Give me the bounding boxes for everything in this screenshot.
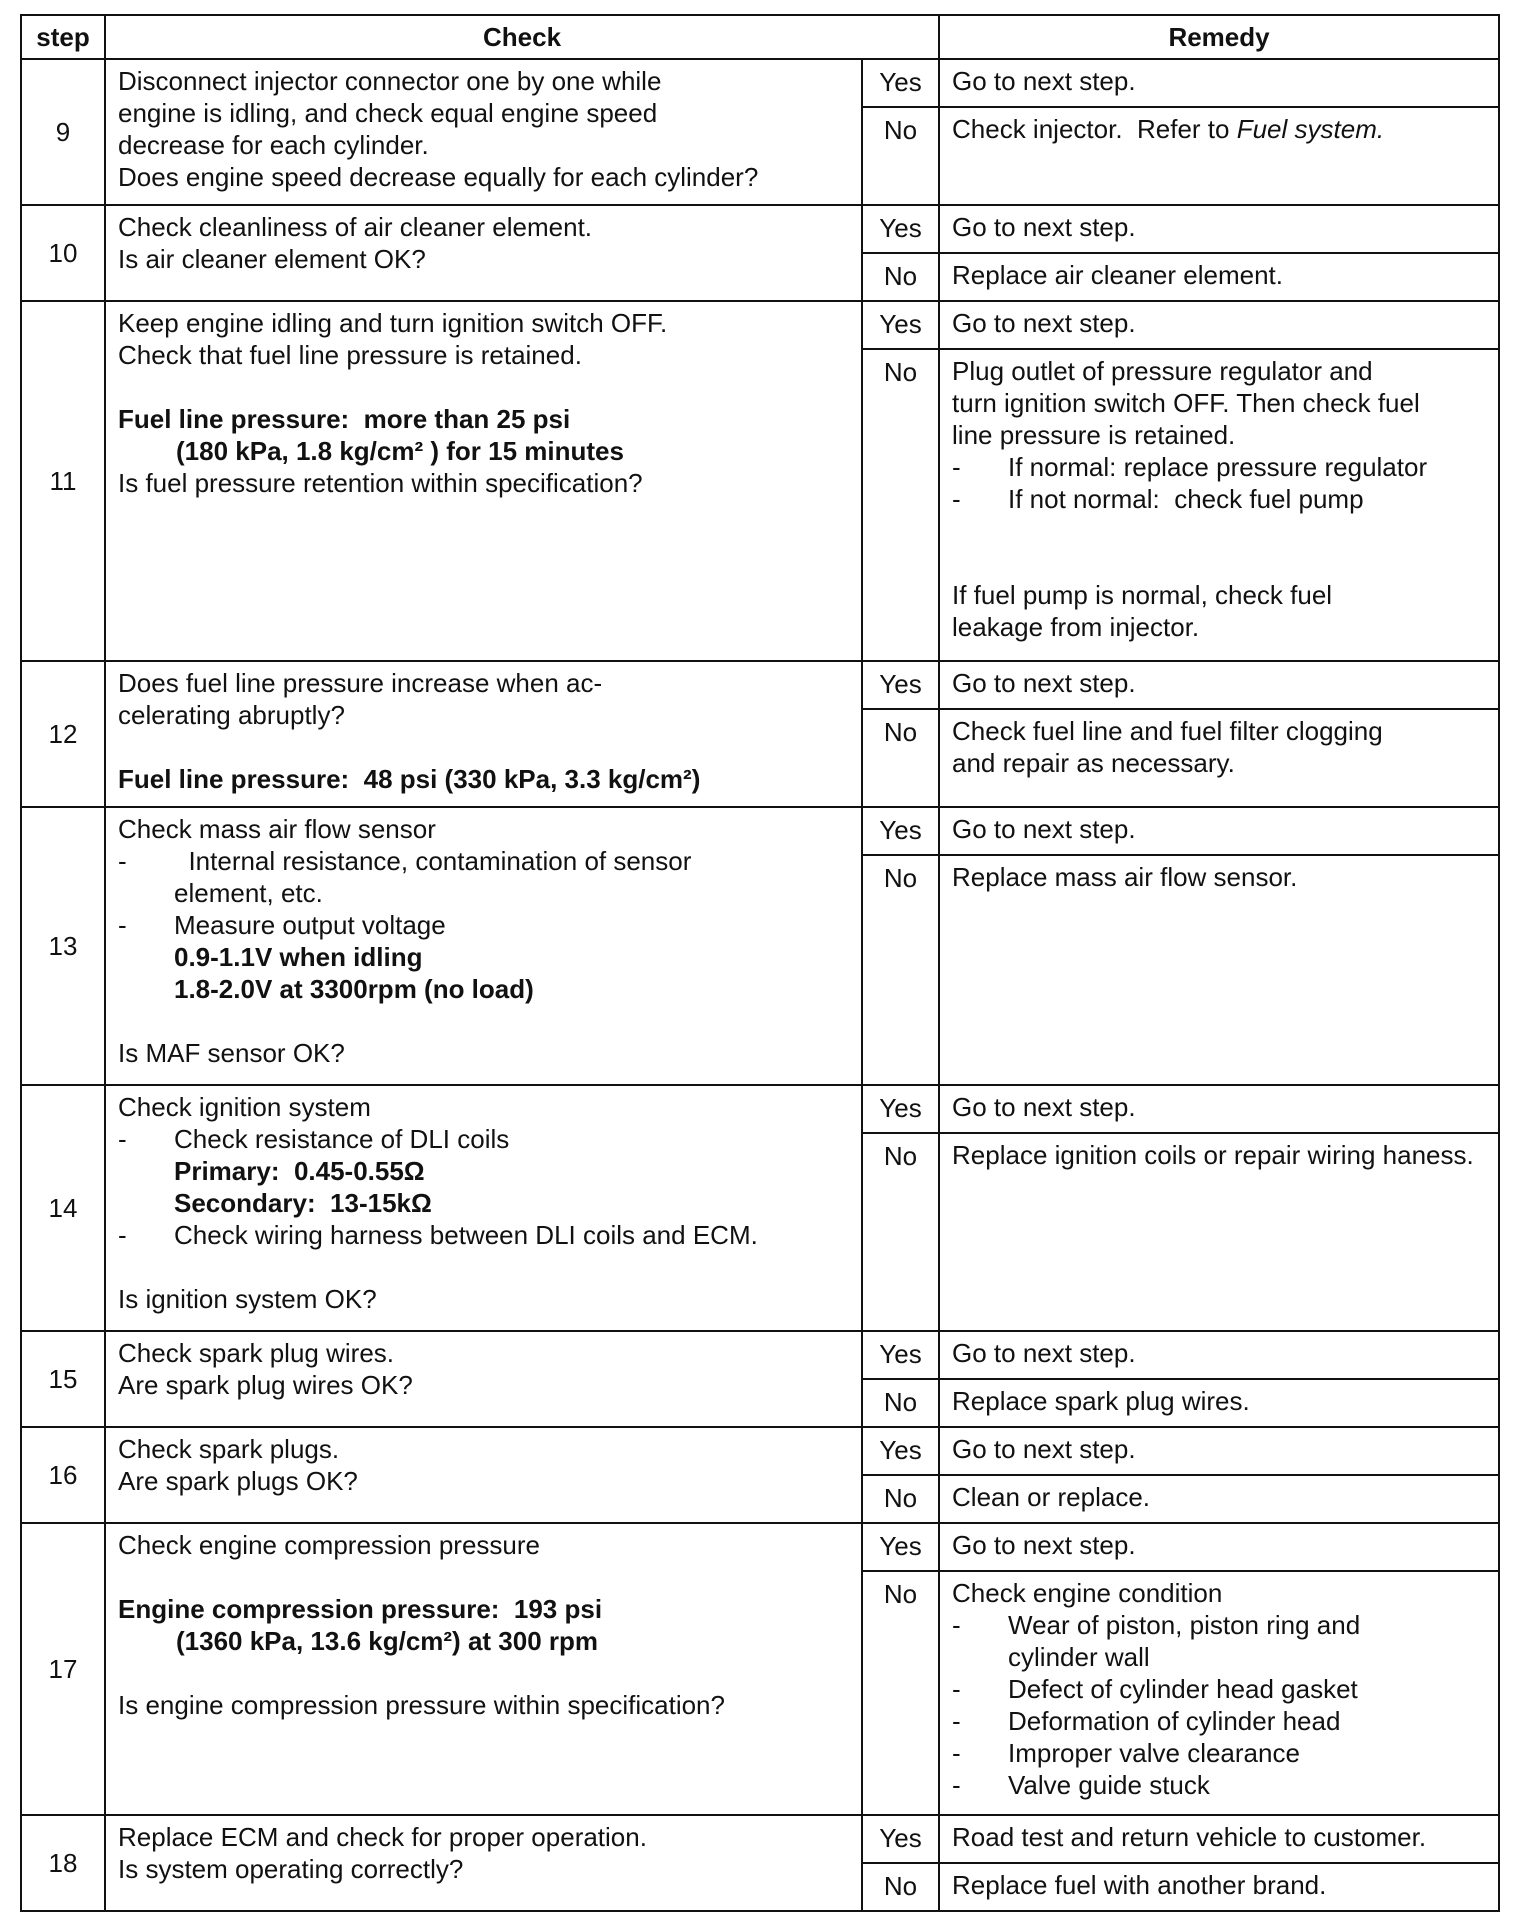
line-text: Is fuel pressure retention within specification? <box>118 468 643 498</box>
text-line <box>952 1673 1486 1705</box>
line-text: Check injector. Refer to <box>952 114 1237 144</box>
yes-remedy-cell <box>939 205 1499 253</box>
line-text: Is system operating correctly? <box>118 1854 464 1884</box>
text-line <box>118 1853 849 1885</box>
no-remedy-cell <box>939 709 1499 807</box>
line-text: decrease for each cylinder. <box>118 130 429 160</box>
yes-label: Yes <box>862 1085 939 1133</box>
text-line <box>118 909 849 941</box>
line-text: If not normal: check fuel pump <box>1008 484 1364 514</box>
line-text: Check mass air flow sensor <box>118 814 436 844</box>
check-cell <box>105 1815 862 1911</box>
yes-remedy-cell <box>939 661 1499 709</box>
no-label: No <box>862 1475 939 1523</box>
text-line <box>118 1155 849 1187</box>
text-line <box>118 1123 849 1155</box>
table-row <box>21 1085 1499 1133</box>
no-label: No <box>862 1379 939 1427</box>
line-text: Check cleanliness of air cleaner element. <box>118 212 593 242</box>
line-text: Go to next step. <box>952 66 1136 96</box>
line-text: Does fuel line pressure increase when ac- <box>118 668 603 698</box>
text-line <box>118 1369 849 1401</box>
header-check: Check <box>105 15 939 59</box>
yes-remedy-cell <box>939 301 1499 349</box>
line-text: Go to next step. <box>952 668 1136 698</box>
text-line <box>118 1337 849 1369</box>
no-remedy-cell <box>939 107 1499 205</box>
line-text: line pressure is retained. <box>952 420 1236 450</box>
text-line <box>118 667 849 699</box>
bullet-dash: - <box>118 846 127 876</box>
line-text: Fuel line pressure: more than 25 psi <box>118 404 571 434</box>
yes-label: Yes <box>862 1523 939 1571</box>
line-text: Check fuel line and fuel filter clogging <box>952 716 1383 746</box>
bullet-dash: - <box>952 1770 961 1800</box>
line-text: Replace fuel with another brand. <box>952 1870 1327 1900</box>
step-number: 11 <box>21 301 105 661</box>
step-number: 18 <box>21 1815 105 1911</box>
check-cell <box>105 1523 862 1815</box>
text-line <box>952 355 1486 387</box>
line-text: Defect of cylinder head gasket <box>1008 1674 1358 1704</box>
step-number: 10 <box>21 205 105 301</box>
yes-label: Yes <box>862 59 939 107</box>
text-line <box>952 747 1486 779</box>
bullet-dash: - <box>952 1674 961 1704</box>
line-text: Is ignition system OK? <box>118 1284 377 1314</box>
yes-label: Yes <box>862 1427 939 1475</box>
line-text: If normal: replace pressure regulator <box>1008 452 1428 482</box>
line-text: Clean or replace. <box>952 1482 1151 1512</box>
bullet-dash: - <box>118 910 127 940</box>
check-cell <box>105 1331 862 1427</box>
line-text: Wear of piston, piston ring and <box>1008 1610 1361 1640</box>
text-line <box>952 483 1486 515</box>
line-text: If fuel pump is normal, check fuel <box>952 580 1333 610</box>
text-line <box>952 211 1486 243</box>
yes-remedy-cell <box>939 807 1499 855</box>
line-text: Replace mass air flow sensor. <box>952 862 1298 892</box>
yes-remedy-cell <box>939 1085 1499 1133</box>
text-line <box>118 813 849 845</box>
text-line <box>952 1481 1486 1513</box>
step-number: 16 <box>21 1427 105 1523</box>
line-text: Go to next step. <box>952 1092 1136 1122</box>
text-line <box>952 1139 1486 1171</box>
blank-line <box>118 371 849 403</box>
line-text: Check ignition system <box>118 1092 371 1122</box>
text-line <box>952 579 1486 611</box>
line-text: Is air cleaner element OK? <box>118 244 426 274</box>
yes-remedy-cell <box>939 1523 1499 1571</box>
line-text: Go to next step. <box>952 308 1136 338</box>
text-line <box>952 667 1486 699</box>
text-line <box>952 1385 1486 1417</box>
text-line <box>952 419 1486 451</box>
text-line <box>118 1689 849 1721</box>
line-text: Check wiring harness between DLI coils and ECM. <box>174 1220 758 1250</box>
line-text: Are spark plug wires OK? <box>118 1370 413 1400</box>
text-line <box>118 211 849 243</box>
line-text: Replace spark plug wires. <box>952 1386 1250 1416</box>
table-row <box>21 807 1499 855</box>
line-text: turn ignition switch OFF. Then check fuel <box>952 388 1420 418</box>
text-line <box>118 1465 849 1497</box>
text-line <box>952 1737 1486 1769</box>
line-text: Internal resistance, contamination of sensor <box>174 846 692 876</box>
yes-label: Yes <box>862 301 939 349</box>
line-text: Go to next step. <box>952 1434 1136 1464</box>
text-line <box>118 845 849 877</box>
line-text: (1360 kPa, 13.6 kg/cm²) at 300 rpm <box>176 1626 599 1656</box>
line-text: Go to next step. <box>952 814 1136 844</box>
text-line <box>118 1283 849 1315</box>
no-label: No <box>862 253 939 301</box>
text-line <box>952 1433 1486 1465</box>
no-label: No <box>862 1133 939 1331</box>
table-header-row <box>21 15 1499 59</box>
line-text: Check spark plugs. <box>118 1434 340 1464</box>
line-text: Improper valve clearance <box>1008 1738 1300 1768</box>
line-text: Are spark plugs OK? <box>118 1466 358 1496</box>
text-line <box>118 1529 849 1561</box>
line-text: Does engine speed decrease equally for each cylinder? <box>118 162 759 192</box>
line-text: Disconnect injector connector one by one while <box>118 66 662 96</box>
line-text: element, etc. <box>174 878 323 908</box>
no-remedy-cell <box>939 1133 1499 1331</box>
line-text: Replace ECM and check for proper operation. <box>118 1822 647 1852</box>
check-cell <box>105 301 862 661</box>
step-number: 15 <box>21 1331 105 1427</box>
bullet-dash: - <box>952 1610 961 1640</box>
line-text: Measure output voltage <box>174 910 446 940</box>
step-number: 17 <box>21 1523 105 1815</box>
text-line <box>952 611 1486 643</box>
no-label: No <box>862 107 939 205</box>
table-row <box>21 1523 1499 1571</box>
no-remedy-cell <box>939 349 1499 661</box>
yes-remedy-cell <box>939 1427 1499 1475</box>
text-line <box>118 877 849 909</box>
blank-line <box>118 1251 849 1283</box>
text-line <box>952 1705 1486 1737</box>
line-text: 1.8-2.0V at 3300rpm (no load) <box>174 974 534 1004</box>
step-number: 14 <box>21 1085 105 1331</box>
line-text: Is engine compression pressure within specification? <box>118 1690 725 1720</box>
line-text: Replace air cleaner element. <box>952 260 1283 290</box>
text-line <box>952 1869 1486 1901</box>
blank-line <box>952 515 1486 547</box>
check-cell <box>105 661 862 807</box>
text-line <box>118 403 849 435</box>
troubleshooting-table <box>20 14 1500 1912</box>
line-text: Keep engine idling and turn ignition switch OFF. <box>118 308 668 338</box>
troubleshooting-table-container <box>20 14 1498 1912</box>
line-text: Go to next step. <box>952 1530 1136 1560</box>
bullet-dash: - <box>952 1738 961 1768</box>
text-line <box>118 1433 849 1465</box>
no-label: No <box>862 1571 939 1815</box>
text-line <box>952 65 1486 97</box>
line-text: Check spark plug wires. <box>118 1338 394 1368</box>
check-cell <box>105 807 862 1085</box>
line-text: Secondary: 13-15kΩ <box>174 1188 432 1218</box>
no-label: No <box>862 349 939 661</box>
table-row <box>21 59 1499 107</box>
line-text: (180 kPa, 1.8 kg/cm² ) for 15 minutes <box>176 436 624 466</box>
text-line <box>118 161 849 193</box>
no-remedy-cell <box>939 253 1499 301</box>
line-text: leakage from injector. <box>952 612 1200 642</box>
line-text: Engine compression pressure: 193 psi <box>118 1594 603 1624</box>
line-text: Deformation of cylinder head <box>1008 1706 1341 1736</box>
blank-line <box>952 547 1486 579</box>
yes-remedy-cell <box>939 1815 1499 1863</box>
text-line <box>118 699 849 731</box>
text-line <box>118 97 849 129</box>
line-text: Replace ignition coils or repair wiring haness. <box>952 1140 1474 1170</box>
text-line <box>952 715 1486 747</box>
yes-label: Yes <box>862 661 939 709</box>
bullet-dash: - <box>952 452 961 482</box>
text-line <box>118 307 849 339</box>
text-line <box>118 1625 849 1657</box>
no-remedy-cell <box>939 1379 1499 1427</box>
line-text: Fuel line pressure: 48 psi (330 kPa, 3.3 kg/cm²) <box>118 764 701 794</box>
text-line <box>118 1187 849 1219</box>
step-number: 12 <box>21 661 105 807</box>
text-line <box>952 1641 1486 1673</box>
table-row <box>21 205 1499 253</box>
line-text: Is MAF sensor OK? <box>118 1038 345 1068</box>
line-text: Check engine compression pressure <box>118 1530 540 1560</box>
no-remedy-cell <box>939 1863 1499 1911</box>
no-label: No <box>862 709 939 807</box>
yes-remedy-cell <box>939 1331 1499 1379</box>
no-remedy-cell <box>939 1475 1499 1523</box>
text-line <box>952 387 1486 419</box>
yes-label: Yes <box>862 807 939 855</box>
text-line <box>118 1037 849 1069</box>
blank-line <box>118 1005 849 1037</box>
yes-remedy-cell <box>939 59 1499 107</box>
text-line <box>952 813 1486 845</box>
check-cell <box>105 205 862 301</box>
line-text: Valve guide stuck <box>1008 1770 1210 1800</box>
text-line <box>118 129 849 161</box>
text-line <box>118 1821 849 1853</box>
bullet-dash: - <box>118 1124 127 1154</box>
text-line <box>118 1219 849 1251</box>
text-line <box>952 1337 1486 1369</box>
text-line <box>118 973 849 1005</box>
yes-label: Yes <box>862 1815 939 1863</box>
text-line <box>952 451 1486 483</box>
check-cell <box>105 1085 862 1331</box>
line-text: Go to next step. <box>952 1338 1136 1368</box>
table-row <box>21 661 1499 709</box>
text-line <box>952 861 1486 893</box>
text-line <box>118 339 849 371</box>
text-line <box>952 1821 1486 1853</box>
check-cell <box>105 59 862 205</box>
text-line <box>118 1593 849 1625</box>
no-remedy-cell <box>939 1571 1499 1815</box>
line-text: cylinder wall <box>1008 1642 1150 1672</box>
yes-label: Yes <box>862 205 939 253</box>
line-text: celerating abruptly? <box>118 700 345 730</box>
blank-line <box>118 1561 849 1593</box>
header-step: step <box>21 15 105 59</box>
text-line <box>118 435 849 467</box>
text-line <box>952 113 1486 145</box>
table-row <box>21 1815 1499 1863</box>
line-text: Plug outlet of pressure regulator and <box>952 356 1373 386</box>
line-text: Primary: 0.45-0.55Ω <box>174 1156 425 1186</box>
text-line <box>952 1609 1486 1641</box>
text-line <box>118 243 849 275</box>
bullet-dash: - <box>118 1220 127 1250</box>
text-line <box>118 941 849 973</box>
no-remedy-cell <box>939 855 1499 1085</box>
line-text: Check that fuel line pressure is retained. <box>118 340 582 370</box>
text-line <box>952 1769 1486 1801</box>
step-number: 13 <box>21 807 105 1085</box>
blank-line <box>118 731 849 763</box>
header-remedy: Remedy <box>939 15 1499 59</box>
bullet-dash: - <box>952 484 961 514</box>
table-row <box>21 301 1499 349</box>
yes-label: Yes <box>862 1331 939 1379</box>
text-line <box>952 1529 1486 1561</box>
line-text: Go to next step. <box>952 212 1136 242</box>
no-label: No <box>862 855 939 1085</box>
check-cell <box>105 1427 862 1523</box>
table-row <box>21 1427 1499 1475</box>
line-text: Road test and return vehicle to customer. <box>952 1822 1427 1852</box>
text-line <box>118 65 849 97</box>
text-line <box>118 467 849 499</box>
text-line <box>952 259 1486 291</box>
text-line <box>952 1577 1486 1609</box>
line-text: Check engine condition <box>952 1578 1223 1608</box>
line-text: and repair as necessary. <box>952 748 1235 778</box>
table-row <box>21 1331 1499 1379</box>
line-text: 0.9-1.1V when idling <box>174 942 423 972</box>
no-label: No <box>862 1863 939 1911</box>
text-line <box>952 307 1486 339</box>
text-line <box>118 763 849 795</box>
reference-italic: Fuel system. <box>1236 114 1385 144</box>
step-number: 9 <box>21 59 105 205</box>
text-line <box>952 1091 1486 1123</box>
text-line <box>118 1091 849 1123</box>
blank-line <box>118 1657 849 1689</box>
line-text: Check resistance of DLI coils <box>174 1124 510 1154</box>
line-text: engine is idling, and check equal engine speed <box>118 98 658 128</box>
bullet-dash: - <box>952 1706 961 1736</box>
table-body <box>21 59 1499 1911</box>
